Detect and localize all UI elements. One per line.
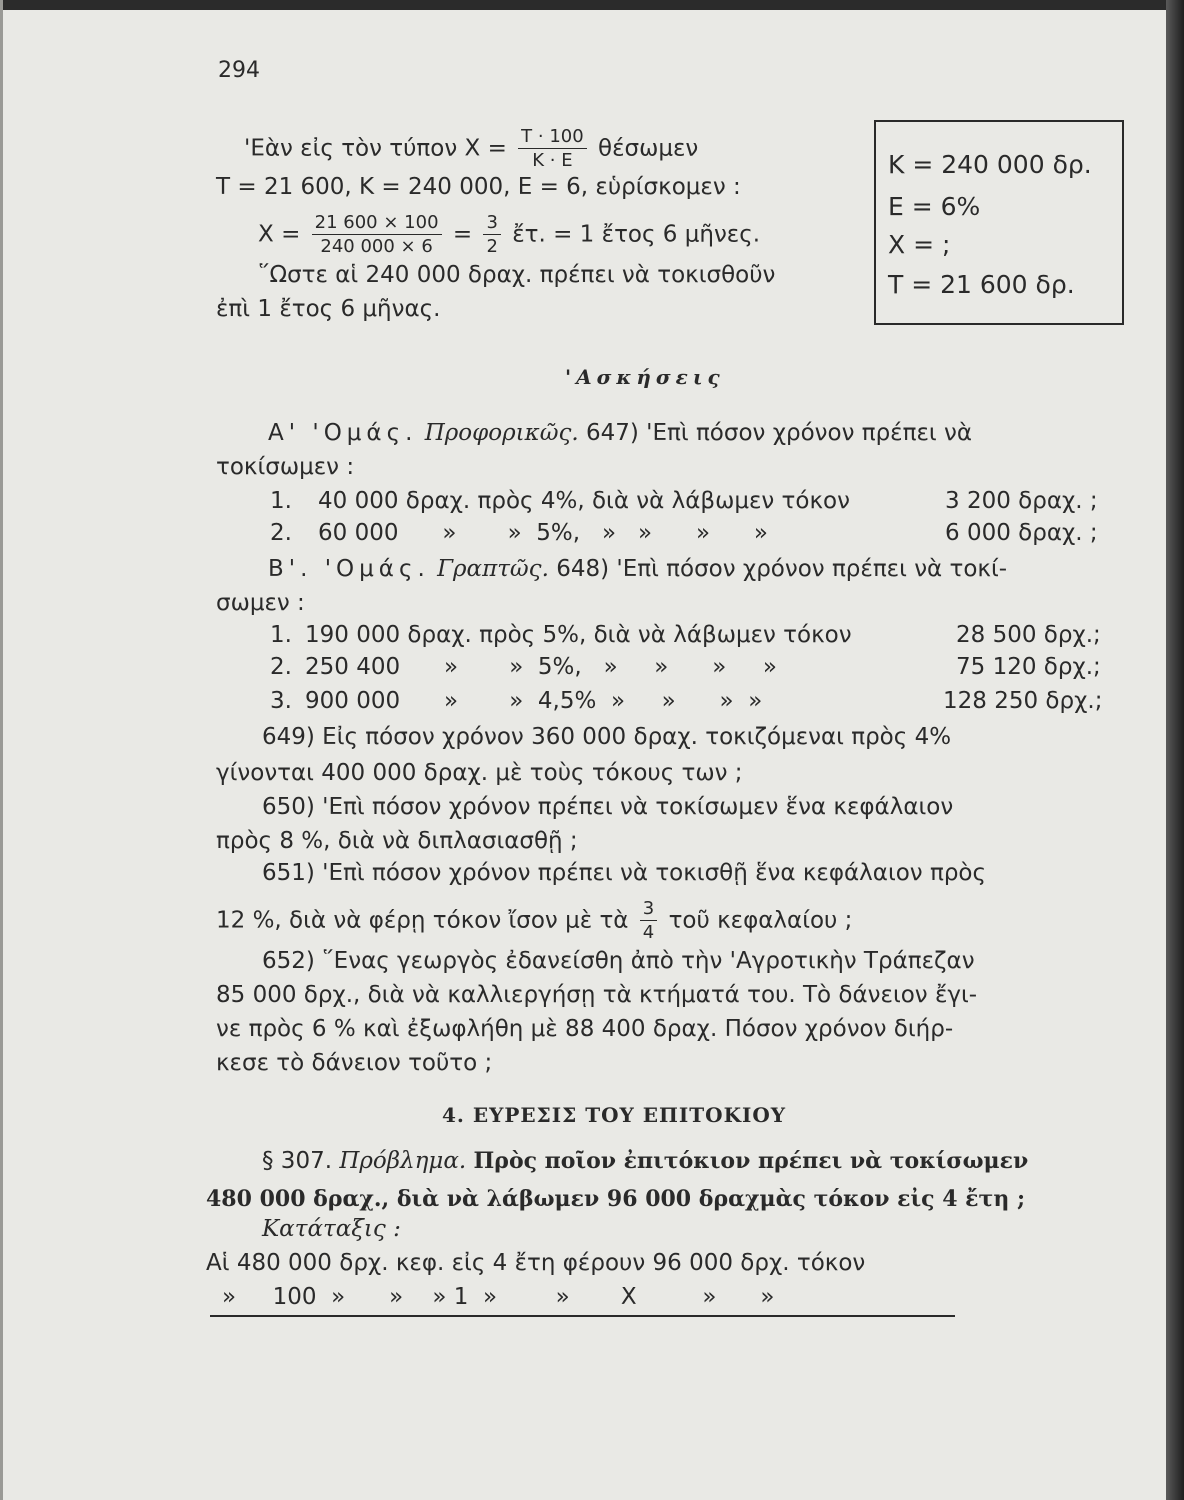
paragraph-number: § 307. — [262, 1148, 333, 1174]
calc-equals: = — [452, 221, 473, 248]
exercises-title: 'Ασκήσεις — [565, 365, 725, 389]
problem-label: Πρόβλημα. — [339, 1148, 467, 1174]
group-b-row-3-amount: 900 000 » » 4,5% » » » » — [305, 688, 763, 714]
problem-651-line-1: 651) 'Επὶ πόσον χρόνον πρέπει νὰ τοκισθῇ ἕνα κεφάλαιον πρὸς — [262, 860, 986, 886]
problem-651-text-a: 12 %, διὰ νὰ φέρῃ τόκον ἴσον μὲ τὰ — [216, 907, 629, 934]
kataxis-label: Κατάταξις : — [262, 1216, 401, 1242]
conclusion-line-1: ῞Ωστε αἱ 240 000 δραχ. πρέπει νὰ τοκισθοῦν — [258, 262, 776, 288]
three-quarters-fraction — [640, 900, 657, 942]
scan-edge-top — [0, 0, 1184, 10]
problem-650-line-1: 650) 'Επὶ πόσον χρόνον πρέπει νὰ τοκίσωμεν ἕνα κεφάλαιον — [262, 794, 954, 820]
kataxis-underline — [210, 1315, 955, 1317]
formula-fraction — [518, 128, 587, 170]
formula-fraction-denominator: Κ · Ε — [532, 150, 573, 171]
formula-line-2: Τ = 21 600, Κ = 240 000, Ε = 6, εὑρίσκομεν : — [216, 174, 741, 200]
kataxis-row-2: » 100 » » » 1 » » Χ » » — [222, 1284, 775, 1310]
calc-fraction-numerator: 21 600 × 100 — [312, 214, 442, 235]
group-a-label: Α' 'Ομάς. — [268, 420, 418, 446]
group-b-text: 648) 'Επὶ πόσον χρόνον πρέπει νὰ τοκί- — [556, 556, 1008, 582]
calc-result: ἔτ. = 1 ἔτος 6 μῆνες. — [512, 221, 761, 248]
group-a-text: 647) 'Επὶ πόσον χρόνον πρέπει νὰ — [585, 420, 972, 446]
box-e: Ε = 6% — [888, 192, 981, 221]
half-fraction-numerator: 3 — [483, 214, 500, 235]
problem-649-line-1: 649) Εἰς πόσον χρόνον 360 000 δραχ. τοκιζόμεναι πρὸς 4% — [262, 724, 952, 750]
problem-650-line-2: πρὸς 8 %, διὰ νὰ διπλασιασθῇ ; — [216, 828, 578, 854]
formula-line-1 — [244, 128, 698, 170]
group-a-header — [268, 418, 972, 448]
formula-fraction-numerator: Τ · 100 — [518, 128, 587, 149]
problem-652-line-3: νε πρὸς 6 % καὶ ἐξωφλήθη μὲ 88 400 δραχ. Πόσον χρόνον διήρ- — [216, 1016, 954, 1042]
problem-652-line-2: 85 000 δρχ., διὰ νὰ καλλιεργήσῃ τὰ κτήματά του. Τὸ δάνειον ἔγι- — [216, 982, 978, 1008]
group-b-row-1-amount: 190 000 δραχ. πρὸς 5%, διὰ νὰ λάβωμεν τόκον — [305, 622, 852, 648]
scan-edge-right — [1166, 0, 1184, 1500]
group-b-row-3-result: 128 250 δρχ.; — [943, 688, 1103, 714]
group-a-cont: τοκίσωμεν : — [216, 454, 355, 480]
conclusion-line-2: ἐπὶ 1 ἔτος 6 μῆνας. — [216, 296, 441, 322]
section-heading: 4. ΕΥΡΕΣΙΣ ΤΟΥ ΕΠΙΤΟΚΙΟΥ — [442, 1103, 787, 1127]
group-a-row-2-result: 6 000 δραχ. ; — [945, 520, 1098, 546]
kataxis-row-1: Αἱ 480 000 δρχ. κεφ. εἰς 4 ἔτη φέρουν 96 000 δρχ. τόκον — [206, 1250, 866, 1276]
scan-edge-left — [0, 0, 3, 1500]
group-a-row-2-number: 2. — [270, 520, 292, 546]
group-a-row-1-amount: 40 000 δραχ. πρὸς 4%, διὰ νὰ λάβωμεν τόκον — [318, 488, 850, 514]
half-fraction — [483, 214, 500, 256]
box-t: Τ = 21 600 δρ. — [888, 270, 1075, 299]
group-b-row-1-result: 28 500 δρχ.; — [956, 622, 1101, 648]
problem-651-text-b: τοῦ κεφαλαίου ; — [668, 907, 853, 934]
formula-after: θέσωμεν — [598, 135, 699, 162]
group-b-row-2-result: 75 120 δρχ.; — [956, 654, 1101, 680]
calc-fraction — [312, 214, 442, 256]
formula-calc-line — [258, 214, 760, 256]
group-b-cont: σωμεν : — [216, 590, 305, 616]
box-x: Χ = ; — [888, 230, 951, 259]
problem-652-line-4: κεσε τὸ δάνειον τοῦτο ; — [216, 1050, 493, 1076]
problem-bold-2: 480 000 δραχ., διὰ νὰ λάβωμεν 96 000 δραχμὰς τόκον εἰς 4 ἔτη ; — [206, 1186, 1026, 1212]
group-b-row-1-number: 1. — [270, 622, 292, 648]
problem-307-line-1 — [262, 1146, 1028, 1176]
group-a-kind: Προφορικῶς. — [424, 420, 579, 446]
page-number: 294 — [218, 58, 260, 83]
calc-fraction-denominator: 240 000 × 6 — [320, 236, 433, 257]
group-a-row-1-number: 1. — [270, 488, 292, 514]
group-a-row-1-result: 3 200 δραχ. ; — [945, 488, 1098, 514]
group-b-kind: Γραπτῶς. — [437, 556, 549, 582]
group-b-label: Β'. 'Ομάς. — [268, 556, 430, 582]
problem-bold-1: Πρὸς ποῖον ἐπιτόκιον πρέπει νὰ τοκίσωμεν — [473, 1148, 1029, 1174]
three-quarters-numerator: 3 — [640, 900, 657, 921]
group-a-row-2-amount: 60 000 » » 5%, » » » » — [318, 520, 768, 546]
half-fraction-denominator: 2 — [486, 236, 498, 257]
group-b-header — [268, 554, 1007, 584]
box-k: Κ = 240 000 δρ. — [888, 150, 1092, 179]
calc-x: Χ = — [258, 221, 301, 248]
group-b-row-3-number: 3. — [270, 688, 292, 714]
problem-652-line-1: 652) ῞Ενας γεωργὸς ἐδανείσθη ἀπὸ τὴν 'Αγροτικὴν Τράπεζαν — [262, 948, 975, 974]
problem-651-line-2 — [216, 900, 852, 942]
summary-box — [874, 120, 1124, 325]
problem-649-line-2: γίνονται 400 000 δραχ. μὲ τοὺς τόκους των ; — [216, 760, 743, 786]
group-b-row-2-amount: 250 400 » » 5%, » » » » — [305, 654, 777, 680]
formula-intro: 'Εὰν εἰς τὸν τύπον Χ = — [244, 135, 507, 162]
group-b-row-2-number: 2. — [270, 654, 292, 680]
three-quarters-denominator: 4 — [642, 922, 655, 943]
